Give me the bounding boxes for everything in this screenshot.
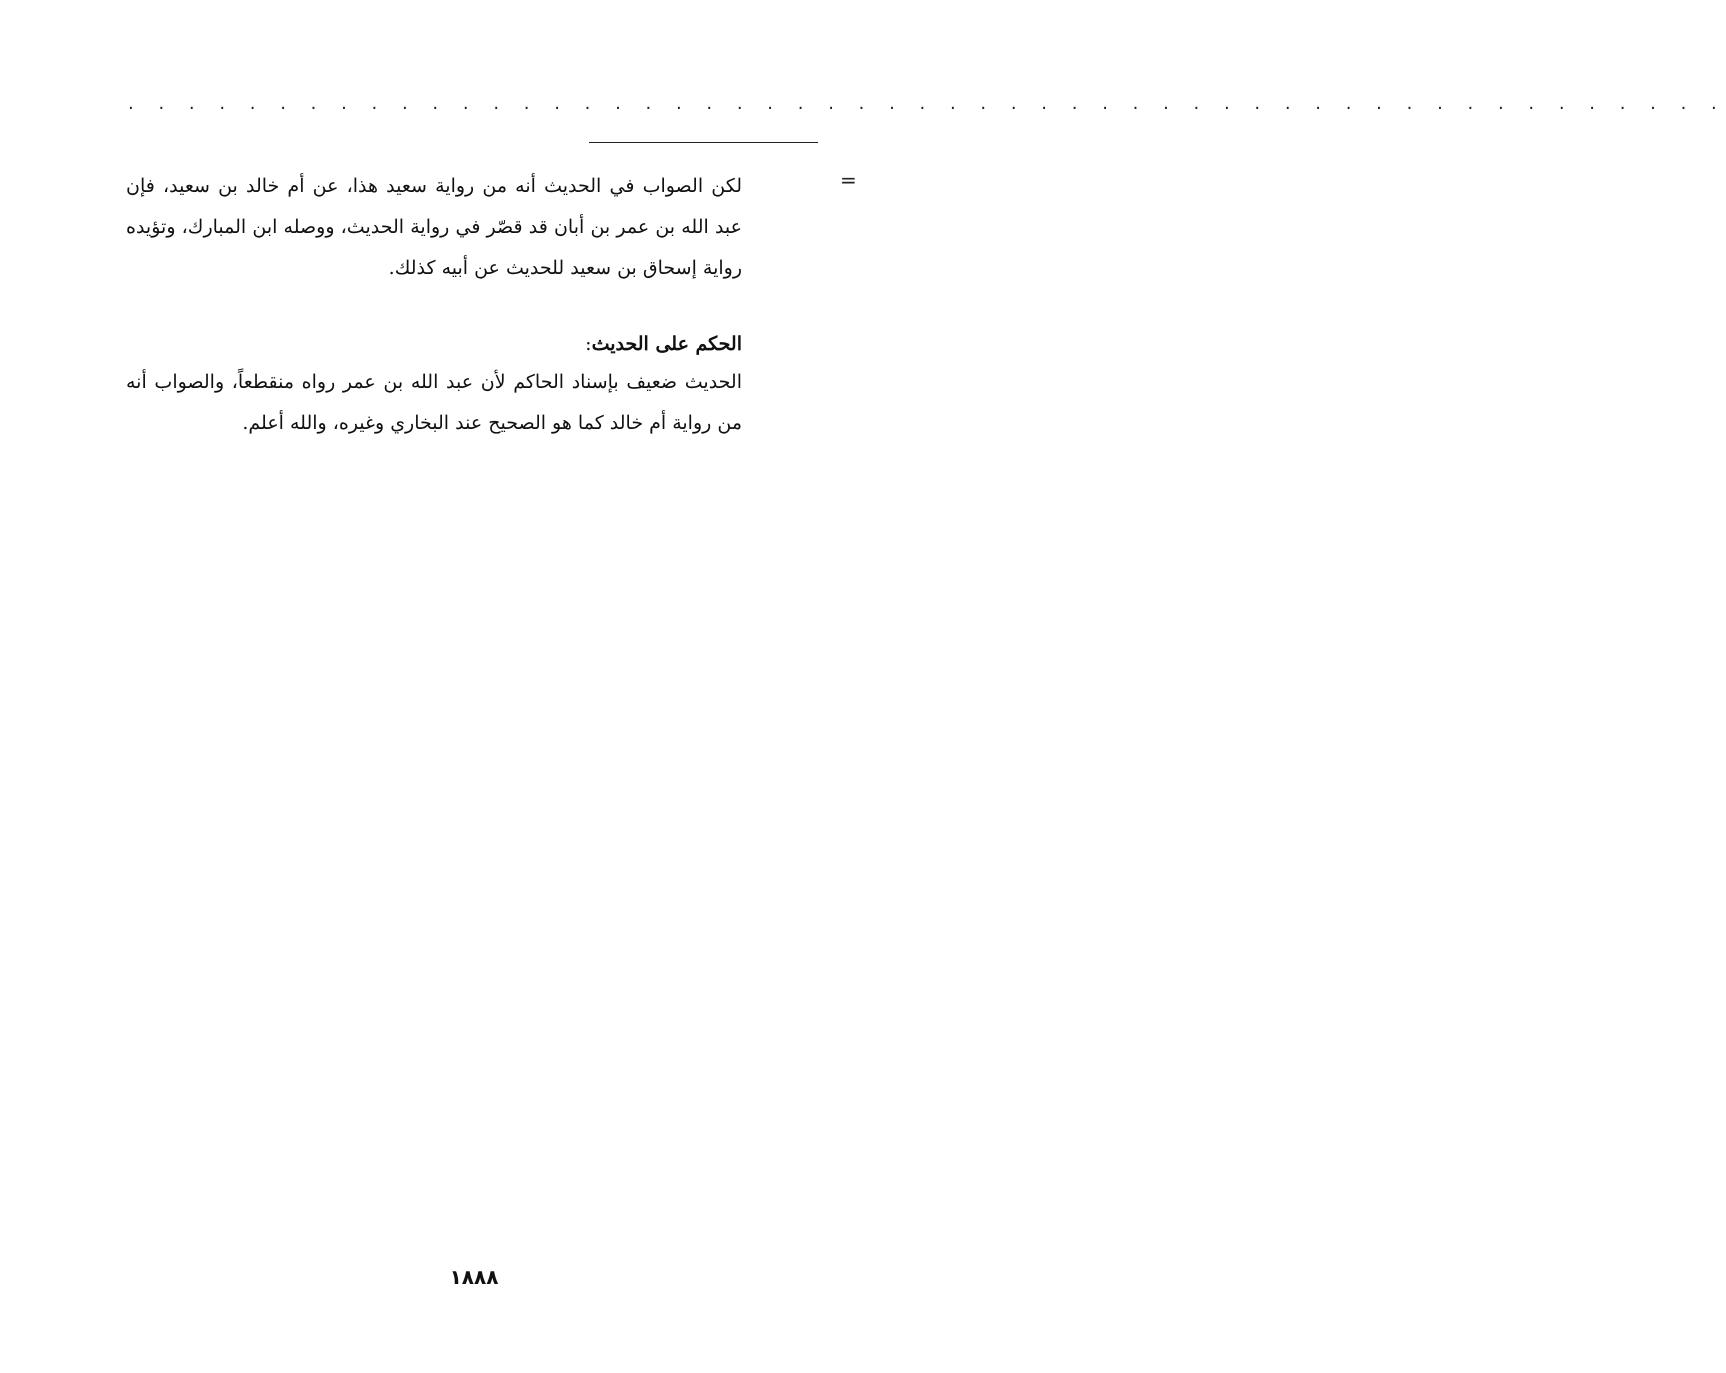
section-heading	[126, 326, 742, 362]
ruling-paragraph: الحديث ضعيف بإسناد الحاكم لأن عبد الله بن عمر رواه منقطعاً، والصواب أنه من رواية أم خالد كما هو الصحيح عند البخاري وغيره، والله أعلم.	[126, 371, 742, 434]
dotted-separator: . . . . . . . . . . . . . . . . . . . . . . . . . . . . . . . . . . . . . . . . . . . . . . . . . . . . .	[128, 93, 1726, 114]
footnote-paragraph: لكن الصواب في الحديث أنه من رواية سعيد هذا، عن أم خالد بن سعيد، فإن عبد الله بن عمر بن أبان قد قصّر في رواية الحديث، ووصله ابن المبارك، وتؤيده رواية إسحاق بن سعيد للحديث عن أبيه كذلك.	[126, 175, 742, 279]
page-number: ١٨٨٨	[449, 1265, 499, 1289]
continuation-mark: =	[840, 168, 857, 192]
footnote-rule	[589, 142, 818, 143]
heading-title: الحكم على الحديث	[591, 333, 742, 355]
heading-colon: :	[585, 333, 592, 355]
